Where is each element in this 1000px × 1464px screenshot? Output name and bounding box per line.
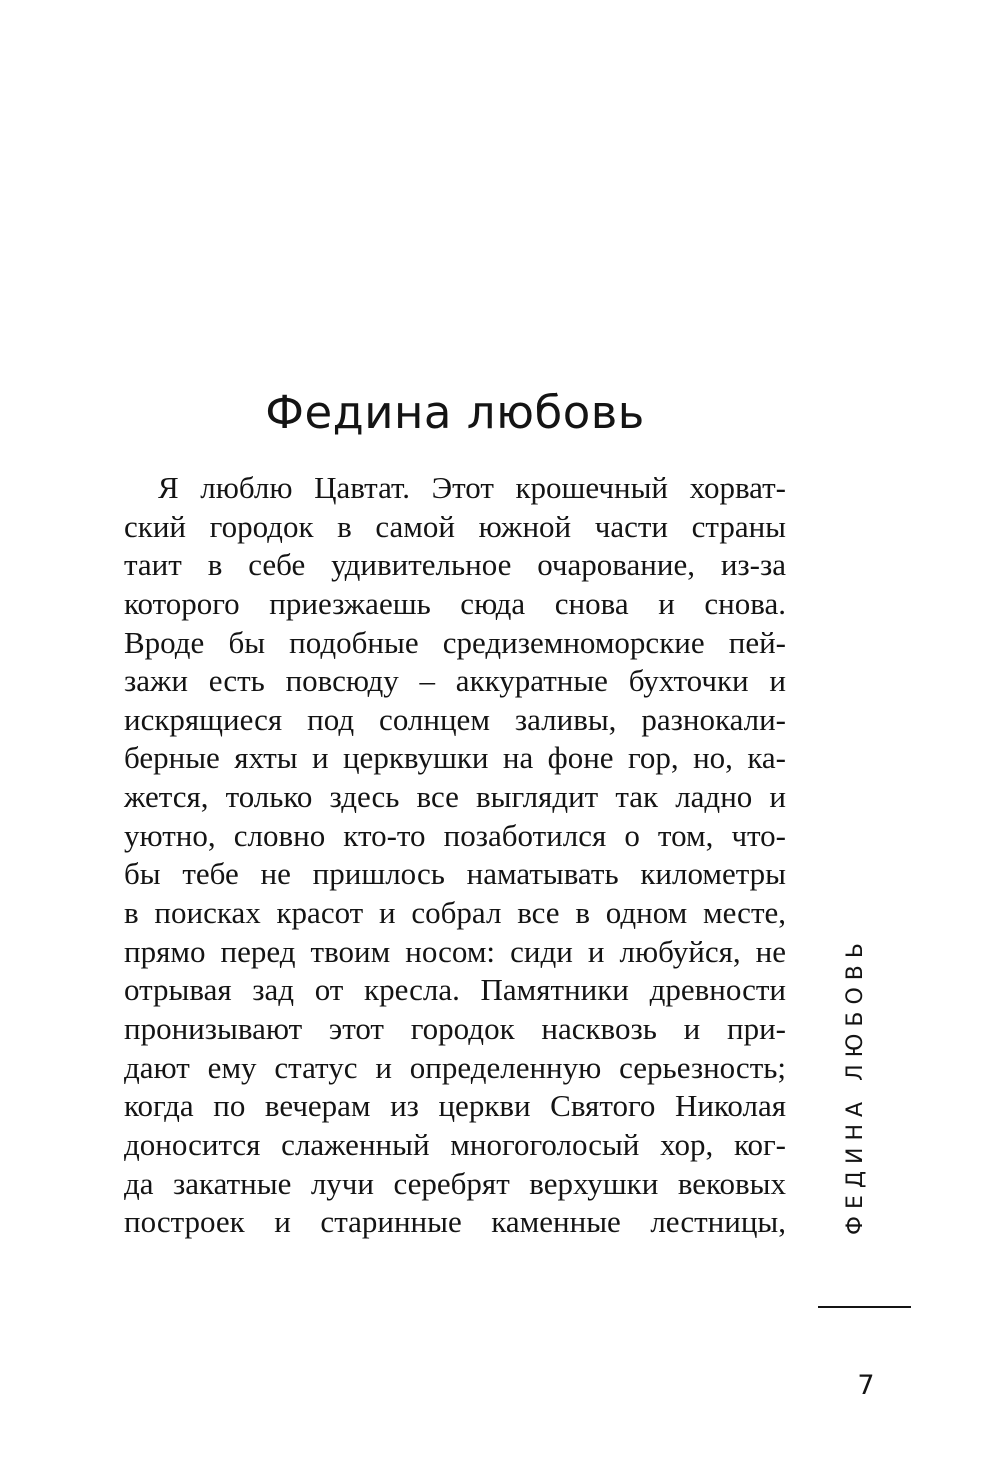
body-line: построек и старинные каменные лестницы,	[124, 1204, 786, 1240]
body-line: в поисках красот и собрал все в одном месте,	[124, 895, 786, 931]
body-line: которого приезжаешь сюда снова и снова.	[124, 585, 786, 621]
body-line: отрывая зад от кресла. Памятники древности	[124, 972, 786, 1008]
body-line: Вроде бы подобные средиземноморские пей-	[124, 624, 786, 660]
body-line: уютно, словно кто-то позаботился о том, что-	[124, 817, 786, 853]
body-line: когда по вечерам из церкви Святого Николая	[124, 1088, 786, 1124]
body-line: жется, только здесь все выглядит так ладно и	[124, 779, 786, 815]
chapter-title: Федина любовь	[265, 386, 645, 439]
body-line: пронизывают этот городок насквозь и при-	[124, 1010, 786, 1046]
body-line: дают ему статус и определенную серьезность;	[124, 1049, 786, 1085]
body-line: искрящиеся под солнцем заливы, разнокали-	[124, 701, 786, 737]
body-line: Я люблю Цавтат. Этот крошечный хорват-	[158, 470, 786, 505]
body-line: берные яхты и церквушки на фоне гор, но, ка-	[124, 740, 786, 776]
body-text	[124, 469, 786, 1242]
body-line: таит в себе удивительное очарование, из-за	[124, 547, 786, 583]
page-number: 7	[857, 1370, 875, 1401]
body-line: зажи есть повсюду – аккуратные бухточки и	[124, 663, 786, 699]
folio-divider	[818, 1306, 911, 1308]
body-line: ский городок в самой южной части страны	[124, 508, 786, 544]
body-line: бы тебе не пришлось наматывать километры	[124, 856, 786, 892]
body-line: да закатные лучи серебрят верхушки вековых	[124, 1165, 786, 1201]
body-line: доносится слаженный многоголосый хор, ког-	[124, 1126, 786, 1162]
body-line: прямо перед твоим носом: сиди и любуйся, не	[124, 933, 786, 969]
running-head: ФЕДИНА ЛЮБОВЬ	[843, 936, 868, 1235]
